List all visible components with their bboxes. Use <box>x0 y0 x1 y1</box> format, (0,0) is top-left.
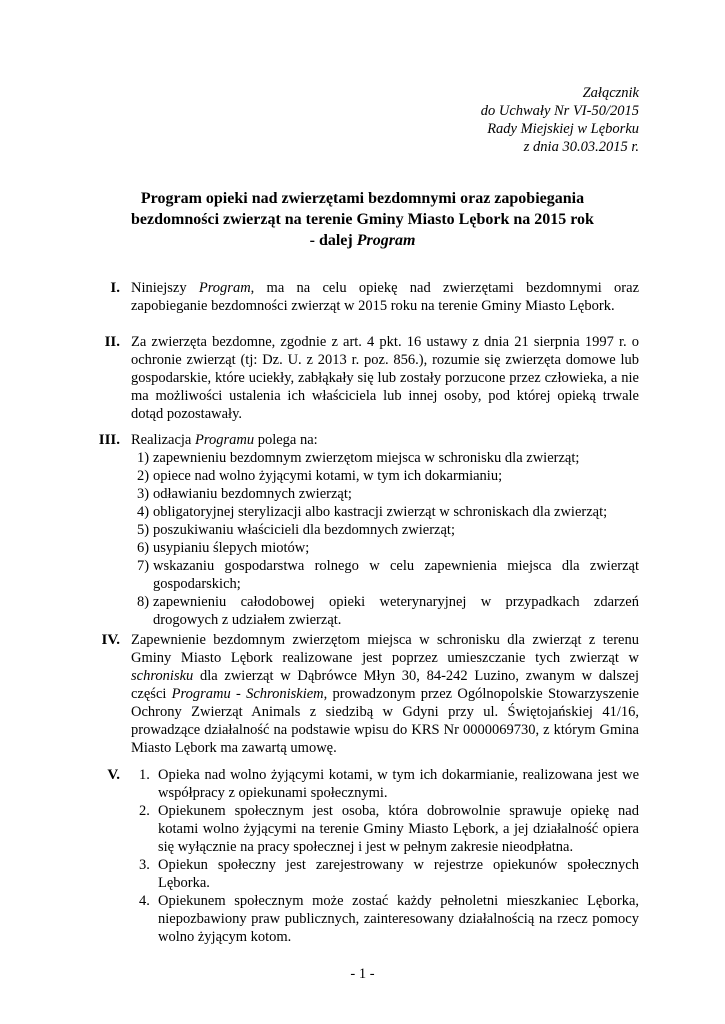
annex-label: Załącznik <box>582 85 639 101</box>
list-item: 4. Opiekunem społecznym może zostać każdy pełnoletni mieszkaniec Lęborka, niepozbawiony praw publicznych, zainteresowany działalnością na rzecz pomocy wolno żyjącym kotom. <box>139 893 639 945</box>
section-number: IV. <box>101 632 120 648</box>
page-number: - 1 - <box>350 966 375 982</box>
annex-header <box>481 84 639 156</box>
section-number: I. <box>110 280 120 296</box>
section-body: Realizacja Programu polega na: 1) zapewnieniu bezdomnym zwierzętom miejsca w schronisku dla zwierząt; 2) opiece nad wolno żyjącymi kotami, w tym ich dokarmianiu; 3) odławianiu bezdomnych zwierząt; 4) obligatoryjnej sterylizacji albo kastracji zwierząt w schroniskach dla zwierząt; 5) poszukiwaniu właścicieli dla bezdomnych zwierząt; 6) usypianiu ślepych miotów; 7) wskazaniu gospodarstwa rolnego w celu zapewnienia miejsca dla zwierząt gospodarskich; 8) zapewnieniu całodobowej opieki weterynaryjnej w przypadkach zdarzeń drogowych z udziałem zwierząt. <box>131 432 639 628</box>
section-body: Za zwierzęta bezdomne, zgodnie z art. 4 pkt. 16 ustawy z dnia 21 sierpnia 1997 r. o ochronie zwierząt (tj: Dz. U. z 2013 r. poz. 856.), rozumie się zwierzęta domowe lub gospodarskie, które uciekły, zabłąkały się lub zostały porzucone przez człowieka, a nie ma możliwości ustalenia ich właściciela lub innej osoby, pod której opieką trwale dotąd pozostawały. <box>131 334 639 422</box>
title-line-1: Program opieki nad zwierzętami bezdomnymi oraz zapobiegania <box>140 190 585 207</box>
task-list <box>131 449 639 629</box>
title-line-2: bezdomności zwierząt na terenie Gminy Miasto Lębork na 2015 rok <box>131 211 594 228</box>
list-item: 1) zapewnieniu bezdomnym zwierzętom miejsca w schronisku dla zwierząt; <box>137 450 580 466</box>
list-item: 3. Opiekun społeczny jest zarejestrowany w rejestrze opiekunów społecznych Lęborka. <box>139 857 639 891</box>
annex-council: Rady Miejskiej w Lęborku <box>487 121 639 137</box>
list-item: 2. Opiekunem społecznym jest osoba, która dobrowolnie sprawuje opiekę nad kotami wolno żyjącymi na terenie Gminy Miasto Lębork, a jej działalność opiera się wyłącznie na pracy społecznej i jest w pełnym zakresie nieodpłatna. <box>139 803 639 855</box>
list-item: 7) wskazaniu gospodarstwa rolnego w celu zapewnienia miejsca dla zwierząt gospodarskich; <box>137 558 639 592</box>
title-line-3: - dalej Program <box>309 232 416 249</box>
section-number: II. <box>104 334 120 350</box>
section-body <box>131 766 639 946</box>
section-number: III. <box>98 432 120 448</box>
caretaker-list <box>131 766 639 946</box>
annex-resolution: do Uchwały Nr VI-50/2015 <box>480 103 639 119</box>
list-item: 3) odławianiu bezdomnych zwierząt; <box>137 486 352 502</box>
section-body: Niniejszy Program, ma na celu opiekę nad zwierzętami bezdomnymi oraz zapobieganie bezdomności zwierząt w 2015 roku na terenie Gminy Miasto Lębork. <box>131 280 640 314</box>
list-item: 8) zapewnieniu całodobowej opieki weterynaryjnej w przypadkach zdarzeń drogowych z udziałem zwierząt. <box>137 594 639 628</box>
list-item: 4) obligatoryjnej sterylizacji albo kastracji zwierząt w schroniskach dla zwierząt; <box>137 504 608 520</box>
list-item: 2) opiece nad wolno żyjącymi kotami, w tym ich dokarmianiu; <box>137 468 503 484</box>
list-item: 5) poszukiwaniu właścicieli dla bezdomnych zwierząt; <box>137 522 455 538</box>
section-number: V. <box>107 767 120 783</box>
annex-date: z dnia 30.03.2015 r. <box>523 139 639 155</box>
list-item: 6) usypianiu ślepych miotów; <box>137 540 310 556</box>
list-item: 1. Opieka nad wolno żyjącymi kotami, w tym ich dokarmianie, realizowana jest we współpracy z opiekunami społecznymi. <box>139 767 639 801</box>
document-title <box>100 188 625 251</box>
section-body: Zapewnienie bezdomnym zwierzętom miejsca w schronisku dla zwierząt z terenu Gminy Miasto Lębork realizowane jest poprzez umieszczanie tych zwierząt w schronisku dla zwierząt w Dąbrówce Młyn 30, 84-242 Luzino, zwanym w dalszej części Programu - Schroniskiem, prowadzonym przez Ogólnopolskie Stowarzyszenie Ochrony Zwierząt Animals z siedzibą w Gdyni przy ul. Świętojańskiej 41/16, prowadzące działalność na podstawie wpisu do KRS Nr 0000069730, z którym Gmina Miasto Lębork ma zawartą umowę. <box>131 632 639 756</box>
